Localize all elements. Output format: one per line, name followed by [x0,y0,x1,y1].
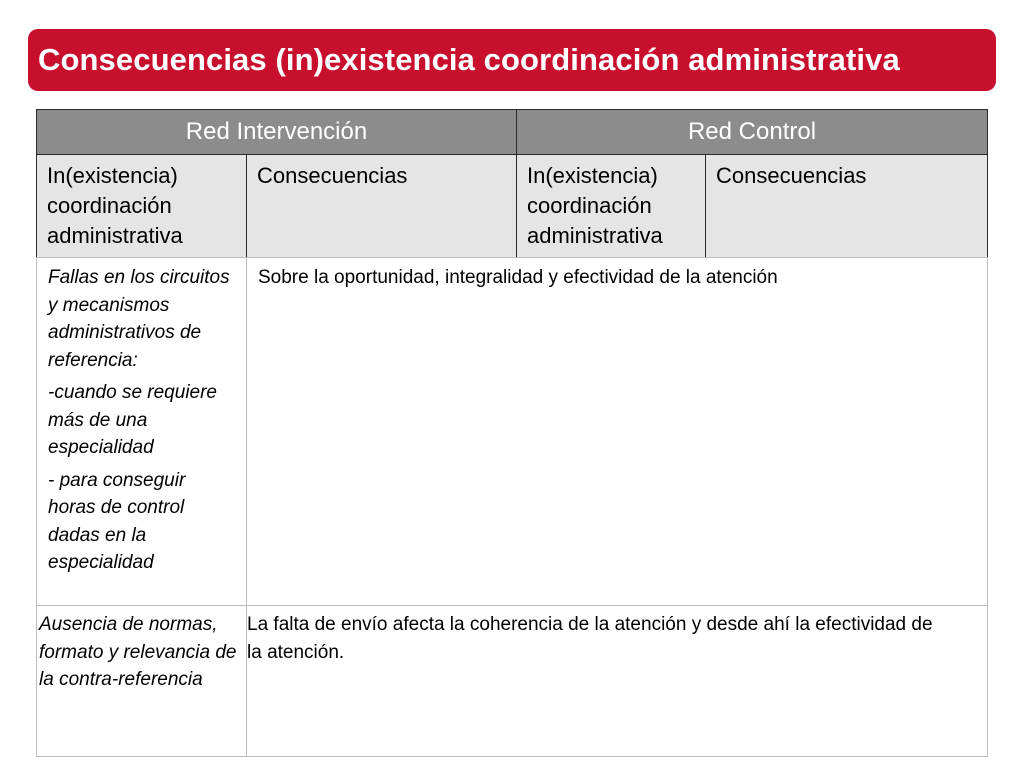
subheader-control-consequences: Consecuencias [705,154,988,258]
row-1-consequence-cell [246,257,988,606]
subheader-intervencion-coordination: In(existencia) coordinación administrativa [36,154,247,258]
header-red-intervencion: Red Intervención [36,109,517,155]
row-2-consequence-cell [246,605,988,757]
row-1-consequence-text: Sobre la oportunidad, integralidad y efectividad de la atención [258,267,778,288]
row-1-coordination-cell [36,257,247,606]
row-2-paragraph: Ausencia de normas, formato y relevancia de la contra-referencia [39,614,237,690]
row-1-paragraph: - para conseguir horas de control dadas en la especialidad [48,469,186,573]
subheader-control-coordination: In(existencia) coordinación administrativa [516,154,706,258]
coordination-table [36,109,988,757]
row-1-paragraph: Fallas en los circuitos y mecanismos administrativos de referencia: [48,267,230,371]
slide-title: Consecuencias (in)existencia coordinación administrativa [28,29,996,91]
row-2-coordination-cell [36,605,247,757]
row-2-consequence-text: La falta de envío afecta la coherencia de la atención y desde ahí la efectividad de la atención. [247,614,933,663]
subheader-intervencion-consequences: Consecuencias [246,154,517,258]
header-red-control: Red Control [516,109,988,155]
row-1-paragraph: -cuando se requiere más de una especialidad [48,382,217,458]
